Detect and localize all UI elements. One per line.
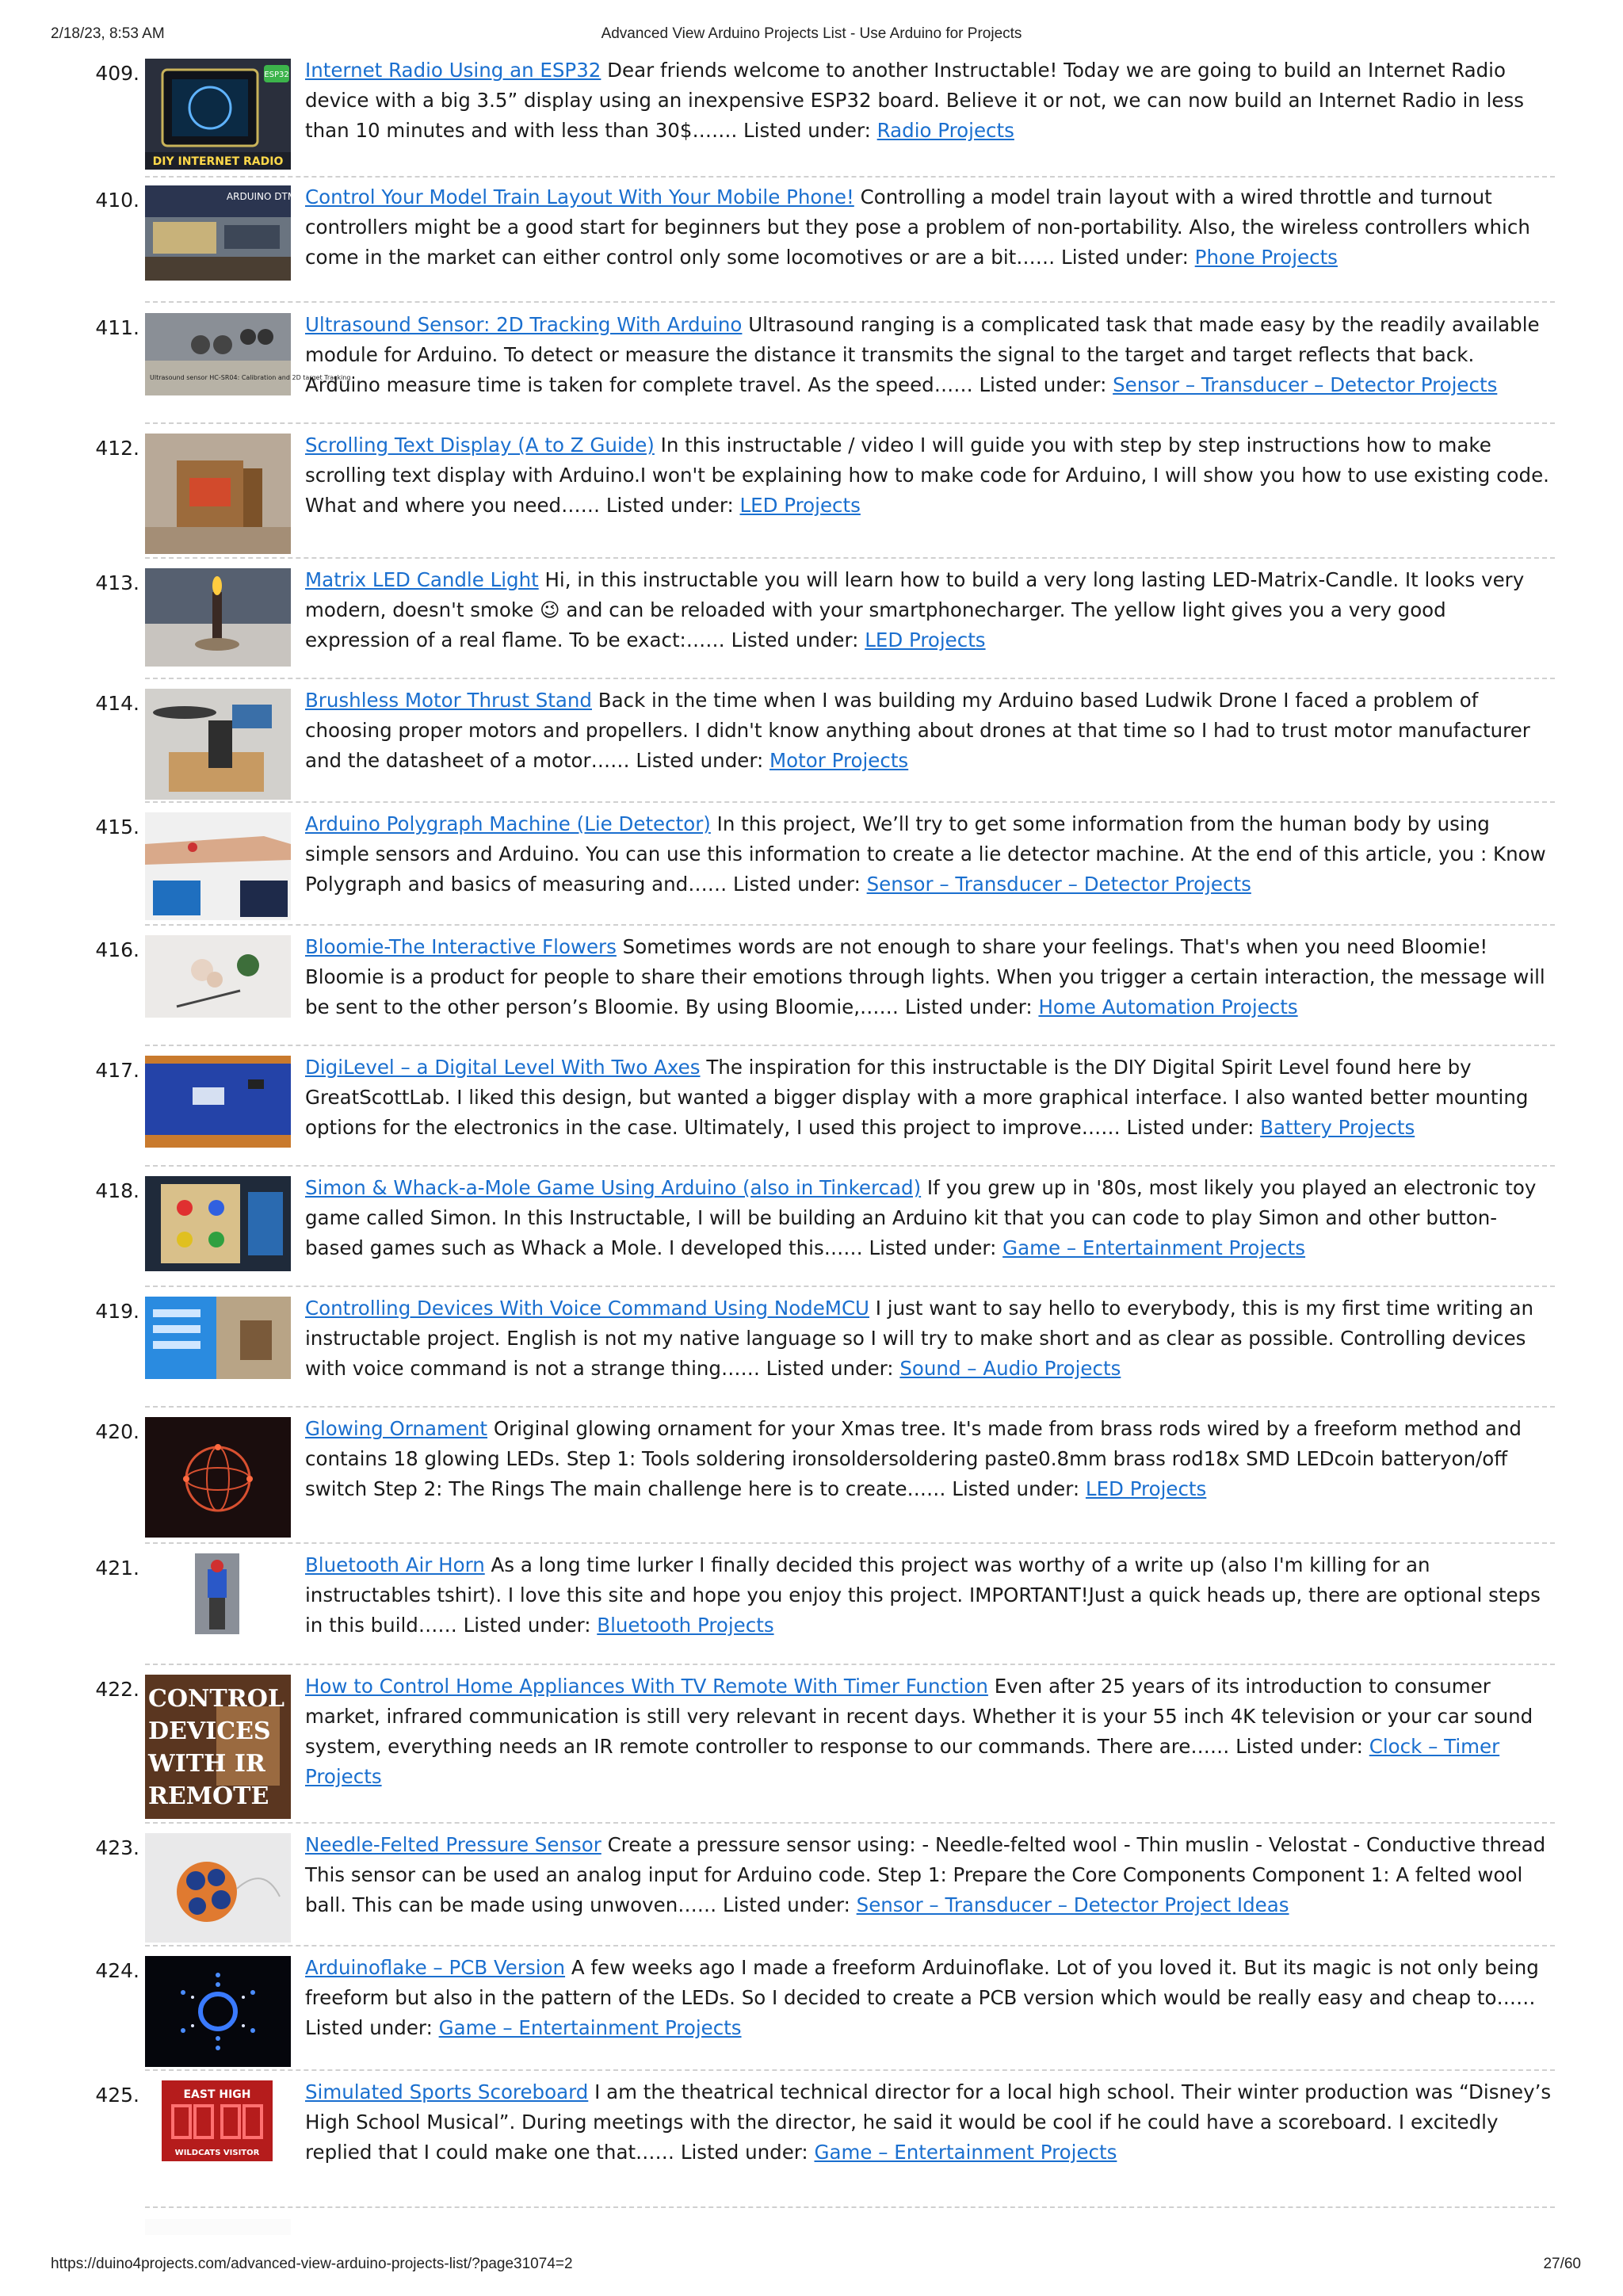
item-body (305, 1550, 1555, 1641)
list-item (0, 932, 1623, 1052)
category-link[interactable]: LED Projects (1085, 1477, 1207, 1500)
print-url: https://duino4projects.com/advanced-view-arduino-projects-list/?page31074=2 (51, 2256, 573, 2272)
thumb-badge: ESP32 (264, 71, 289, 79)
item-separator (145, 301, 1555, 303)
project-excerpt: In this instructable / video I will guide you with step by step instructions how to make scrolling text display with Arduino.I won't be explaining how to make code for Arduino, I will show you how to use existing code. What and where you need…… Listed under: (305, 434, 1549, 517)
list-item (0, 1414, 1623, 1550)
thumb-caption: EAST HIGH (183, 2088, 251, 2101)
list-item (0, 55, 1623, 182)
project-thumbnail[interactable] (145, 1176, 291, 1271)
list-item (0, 182, 1623, 310)
thumb-caption: ARDUINO DTMF (226, 191, 302, 202)
item-body (305, 1052, 1555, 1143)
item-number: 416. (95, 938, 139, 961)
project-thumbnail[interactable] (145, 1833, 291, 1943)
item-body (305, 932, 1555, 1022)
project-thumbnail[interactable] (145, 689, 291, 800)
list-item (0, 1953, 1623, 2077)
project-thumbnail[interactable] (195, 1553, 239, 1634)
category-link[interactable]: Sensor – Transducer – Detector Project Ideas (856, 1893, 1289, 1916)
project-thumbnail[interactable] (145, 434, 291, 554)
list-item (0, 1550, 1623, 1671)
category-link[interactable]: Sensor – Transducer – Detector Projects (866, 873, 1251, 896)
project-excerpt: Ultrasound ranging is a complicated task that made easy by the readily available module for Arduino. To detect or measure the distance it transmits the signal to the target and target reflects that back. Arduino measure time is taken for complete travel. As the speed…… Listed under: (305, 313, 1540, 396)
item-body (305, 310, 1555, 400)
item-number: 425. (95, 2084, 139, 2107)
list-item (0, 310, 1623, 430)
list-item (0, 809, 1623, 932)
item-separator (145, 1664, 1555, 1665)
item-number: 414. (95, 692, 139, 715)
item-body (305, 1953, 1555, 2043)
project-title-link[interactable]: DigiLevel – a Digital Level With Two Axes (305, 1056, 701, 1079)
item-body (305, 1173, 1555, 1263)
category-link[interactable]: Phone Projects (1194, 246, 1338, 269)
category-link[interactable]: Sensor – Transducer – Detector Projects (1113, 373, 1498, 396)
list-item (0, 430, 1623, 565)
thumb-caption: DIY INTERNET RADIO (152, 155, 284, 168)
item-separator (145, 1822, 1555, 1824)
item-number: 409. (95, 62, 139, 85)
item-body (305, 1830, 1555, 1920)
print-header (0, 25, 1623, 49)
project-title-link[interactable]: Glowing Ornament (305, 1417, 488, 1440)
category-link[interactable]: Game – Entertainment Projects (814, 2141, 1117, 2164)
project-excerpt: Back in the time when I was building my Arduino based Ludwik Drone I faced a problem of choosing proper motors and propellers. I didn't know anything about drones at that time so I had to trust motor manufacturer and the datasheet of a motor…… Listed under: (305, 689, 1530, 772)
project-title-link[interactable]: Arduino Polygraph Machine (Lie Detector) (305, 812, 711, 835)
project-excerpt: If you grew up in '80s, most likely you played an electronic toy game called Simon. In this Instructable, I will be building an Arduino kit that you can code to play Simon and other button-based games such as Whack a Mole. I developed this…… Listed under: (305, 1176, 1537, 1259)
item-body (305, 1293, 1555, 1384)
project-thumbnail[interactable] (145, 1675, 291, 1819)
item-number: 424. (95, 1959, 139, 1982)
item-separator (145, 1286, 1555, 1287)
item-separator (145, 924, 1555, 926)
project-title-link[interactable]: Arduinoflake – PCB Version (305, 1956, 566, 1979)
next-thumbnail-stub (145, 2219, 291, 2235)
category-link[interactable]: Sound – Audio Projects (899, 1357, 1121, 1380)
list-item (0, 2077, 1623, 2196)
category-link[interactable]: Game – Entertainment Projects (438, 2016, 742, 2039)
project-title-link[interactable]: How to Control Home Appliances With TV Remote With Timer Function (305, 1675, 988, 1698)
item-number: 412. (95, 437, 139, 460)
category-link[interactable]: Game – Entertainment Projects (1002, 1236, 1306, 1259)
item-body (305, 809, 1555, 900)
item-number: 411. (95, 316, 139, 339)
category-link[interactable]: Bluetooth Projects (597, 1614, 774, 1637)
item-body (305, 2077, 1555, 2168)
print-date: 2/18/23, 8:53 AM (51, 25, 165, 42)
project-thumbnail[interactable] (145, 812, 291, 920)
project-thumbnail[interactable] (145, 185, 302, 281)
item-number: 422. (95, 1678, 139, 1701)
print-page-number: 27/60 (1543, 2256, 1581, 2272)
item-number: 410. (95, 189, 139, 212)
list-item (0, 686, 1623, 809)
item-number: 413. (95, 571, 139, 594)
project-excerpt: Hi, in this instructable you will learn how to build a very long lasting LED-Matrix-Candle. It looks very modern, doesn't smoke 😉 and can be reloaded with your smartphonecharger. The yellow light gives you a very good expression of a real flame. To be exact:…… Listed under: (305, 568, 1525, 651)
item-separator (145, 1165, 1555, 1167)
item-separator (145, 1045, 1555, 1046)
project-excerpt: As a long time lurker I finally decided this project was worthy of a write up (also I'm killing for an instructables tshirt). I love this site and hope you enjoy this project. IMPORTANT!Just a quick heads up, there are optional steps in this build…… Listed under: (305, 1553, 1541, 1637)
project-list (0, 55, 1623, 2196)
project-excerpt: Original glowing ornament for your Xmas tree. It's made from brass rods wired by a freeform method and contains 18 glowing LEDs. Step 1: Tools soldering ironsoldersoldering paste0.8mm brass rod18x SMD LEDcoin batteryon/off switch Step 2: The Rings The main challenge here is to create…… Listed under: (305, 1417, 1522, 1500)
project-excerpt: Even after 25 years of its introduction to consumer market, infrared communication is still very relevant in recent days. Whether it is your 55 inch 4K television or your car sound system, everything needs an IR remote controller to response to our commands. There are…… Listed under: (305, 1675, 1533, 1758)
item-separator (145, 1542, 1555, 1544)
category-link[interactable]: LED Projects (865, 628, 986, 651)
category-link[interactable]: Clock – Timer Projects (305, 1735, 1500, 1788)
print-footer (0, 2256, 1623, 2279)
project-title-link[interactable]: Brushless Motor Thrust Stand (305, 689, 592, 712)
project-thumbnail[interactable] (145, 1056, 291, 1148)
project-excerpt: Sometimes words are not enough to share your feelings. That's when you need Bloomie! Bloomie is a product for people to share their emotions through lights. When you trigger a certain interaction, the message will be sent to the other person’s Bloomie. By using Bloomie,…… Listed under: (305, 935, 1545, 1018)
project-thumbnail[interactable] (145, 935, 291, 1018)
project-title-link[interactable]: Control Your Model Train Layout With Your Mobile Phone! (305, 185, 854, 208)
list-item (0, 1173, 1623, 1293)
item-number: 423. (95, 1836, 139, 1859)
project-excerpt: Create a pressure sensor using: - Needle-felted wool - Thin muslin - Velostat - Conductive thread This sensor can be used an analog input for Arduino code. Step 1: Prepare the Core Components Component 1: A felted wool ball. This can be made using unwoven…… Listed under: (305, 1833, 1546, 1916)
project-thumbnail[interactable] (145, 1297, 291, 1379)
project-title-link[interactable]: Needle-Felted Pressure Sensor (305, 1833, 601, 1856)
item-body (305, 1414, 1555, 1504)
item-body (305, 686, 1555, 776)
item-separator (145, 557, 1555, 559)
list-item (0, 1830, 1623, 1953)
project-thumbnail[interactable] (145, 568, 291, 667)
project-excerpt: Dear friends welcome to another Instructable! Today we are going to build an Internet Radio device with a big 3.5” display using an inexpensive ESP32 board. Believe it or not, we can now build an Internet Radio in less than 10 minutes and with less than 30$……. Listed under: (305, 59, 1525, 142)
category-link[interactable]: Home Automation Projects (1038, 995, 1298, 1018)
project-title-link[interactable]: Ultrasound Sensor: 2D Tracking With Arduino (305, 313, 743, 336)
item-separator (145, 1945, 1555, 1946)
thumb-caption: CONTROL DEVICES WITH IR REMOTE (148, 1685, 285, 1810)
list-item (0, 1052, 1623, 1173)
thumb-caption: Ultrasound sensor HC-SR04: Calibration and 2D target Tracking (150, 374, 351, 381)
item-body (305, 1671, 1555, 1792)
list-item (0, 1293, 1623, 1414)
item-separator (145, 422, 1555, 424)
project-thumbnail[interactable] (162, 2080, 273, 2161)
project-title-link[interactable]: Internet Radio Using an ESP32 (305, 59, 601, 82)
project-title-link[interactable]: Bluetooth Air Horn (305, 1553, 485, 1576)
item-separator (145, 678, 1555, 679)
project-excerpt: A few weeks ago I made a freeform Arduinoflake. Lot of you loved it. But its magic is not only being freeform but also in the pattern of the LEDs. So I decided to create a PCB version which would be really easy and cheap to…… Listed under: (305, 1956, 1539, 2039)
category-link[interactable]: LED Projects (739, 494, 861, 517)
item-body (305, 182, 1555, 273)
item-number: 420. (95, 1420, 139, 1443)
list-end-separator (145, 2206, 1555, 2208)
item-separator (145, 176, 1555, 178)
item-number: 417. (95, 1059, 139, 1082)
item-separator (145, 801, 1555, 803)
project-excerpt: The inspiration for this instructable is the DIY Digital Spirit Level found here by GreatScottLab. I liked this design, but wanted a bigger display with a more graphical interface. I also wanted better mounting options for the electronics in the case. Ultimately, I used this project to improve…… Listed under: (305, 1056, 1529, 1139)
project-excerpt: In this project, We’ll try to get some information from the human body by using simple sensors and Arduino. You can use this information to create a lie detector machine. At the end of this article, you : Know Polygraph and basics of measuring and…… Listed under: (305, 812, 1546, 896)
item-body (305, 55, 1555, 146)
project-title-link[interactable]: Simon & Whack-a-Mole Game Using Arduino (also in Tinkercad) (305, 1176, 922, 1199)
project-title-link[interactable]: Scrolling Text Display (A to Z Guide) (305, 434, 655, 457)
project-thumbnail[interactable] (145, 59, 291, 170)
print-page-title: Advanced View Arduino Projects List - Use Arduino for Projects (601, 25, 1022, 42)
category-link[interactable]: Battery Projects (1260, 1116, 1415, 1139)
project-title-link[interactable]: Bloomie-The Interactive Flowers (305, 935, 617, 958)
project-title-link[interactable]: Matrix LED Candle Light (305, 568, 539, 591)
item-body (305, 565, 1555, 655)
item-number: 418. (95, 1179, 139, 1202)
project-thumbnail[interactable] (145, 313, 351, 395)
project-excerpt: I am the theatrical technical director for a local high school. Their winter production was “Disney’s High School Musical”. During meetings with the director, he said it would be cool if he could have a scoreboard. I excitedly replied that I could make one that…… Listed under: (305, 2080, 1552, 2164)
thumb-caption-2: WILDCATS VISITOR (174, 2149, 260, 2157)
item-body (305, 430, 1555, 521)
project-title-link[interactable]: Simulated Sports Scoreboard (305, 2080, 589, 2103)
item-separator (145, 1406, 1555, 1408)
item-number: 419. (95, 1300, 139, 1323)
project-title-link[interactable]: Controlling Devices With Voice Command Using NodeMCU (305, 1297, 869, 1320)
list-item (0, 565, 1623, 686)
category-link[interactable]: Motor Projects (769, 749, 909, 772)
project-thumbnail[interactable] (145, 1417, 291, 1538)
item-number: 415. (95, 816, 139, 839)
item-number: 421. (95, 1557, 139, 1580)
project-excerpt: Controlling a model train layout with a wired throttle and turnout controllers might be a good start for beginners but they pose a problem of non-portability. Also, the wireless controllers which come in the market can either control only some locomotives or are a bit…… Listed under: (305, 185, 1530, 269)
category-link[interactable]: Radio Projects (876, 119, 1014, 142)
item-separator (145, 2069, 1555, 2071)
project-excerpt: I just want to say hello to everybody, this is my first time writing an instructable project. English is not my native language so I will try to make short and as clear as possible. Controlling devices with voice command is not a strange thing…… Listed under: (305, 1297, 1534, 1380)
project-thumbnail[interactable] (145, 1956, 291, 2067)
list-item (0, 1671, 1623, 1830)
